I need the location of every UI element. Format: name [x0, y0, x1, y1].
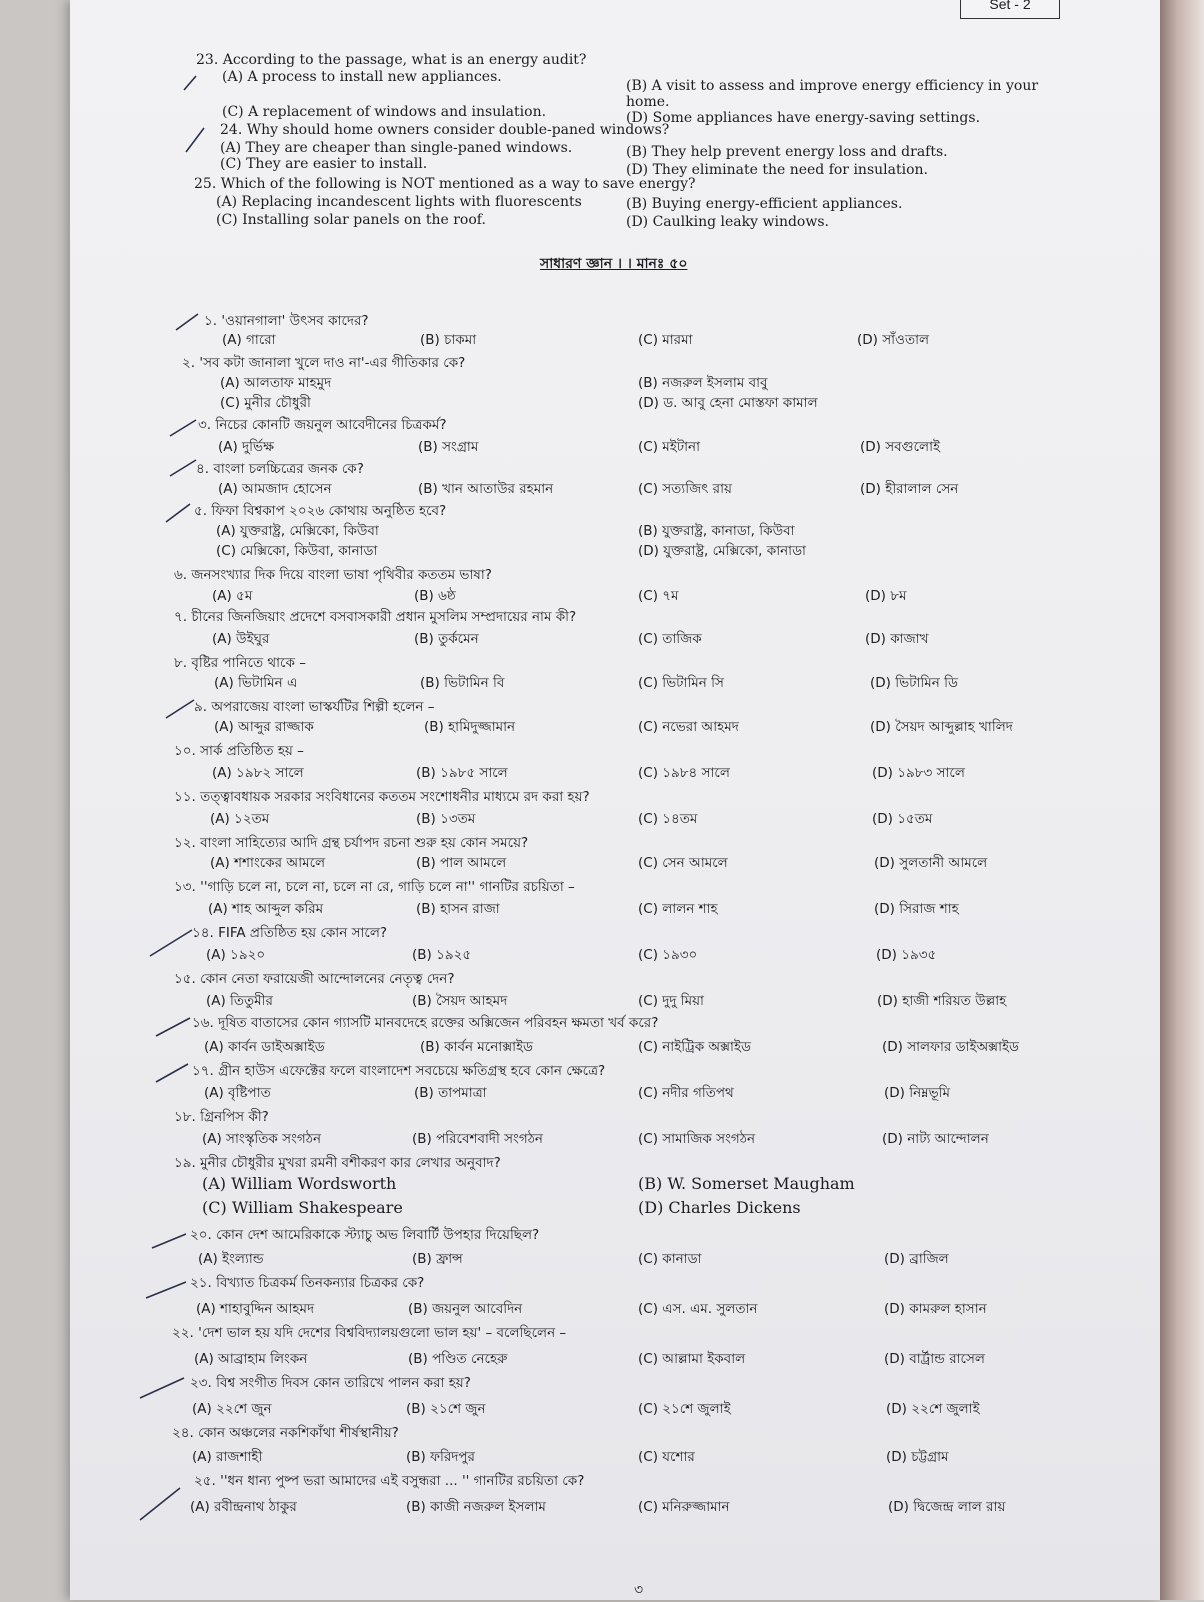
option-d: (D) নাট্য আন্দোলন: [882, 1131, 989, 1147]
question-stem: ২০. কোন দেশ আমেরিকাকে স্ট্যাচু অভ লিবার্টি উপহার দিয়েছিল?: [190, 1227, 540, 1243]
option-a: (A) দুর্ভিক্ষ: [218, 439, 275, 455]
option-c: (C) নাইট্রিক অক্সাইড: [638, 1039, 751, 1055]
question-stem: ২. 'সব কটা জানালা খুলে দাও না'-এর গীতিকার কে?: [182, 355, 466, 371]
tick-mark: [176, 314, 198, 330]
option-a: (A) কার্বন ডাইঅক্সাইড: [204, 1039, 325, 1055]
option-b-cont: home.: [626, 94, 670, 110]
option-b: (B) W. Somerset Maugham: [638, 1174, 855, 1193]
option-a: (A) উইঘুর: [212, 631, 270, 647]
option-d: (D) They eliminate the need for insulation.: [626, 162, 928, 178]
option-d: (D) ২২শে জুলাই: [886, 1401, 980, 1417]
tick-marks: [140, 76, 204, 1520]
option-b: (B) ২১শে জুন: [406, 1401, 486, 1417]
question-stem: ৯. অপরাজেয় বাংলা ভাস্কর্যটির শিল্পী হলেন –: [194, 699, 435, 715]
option-b: (B) ১৯২৫: [412, 947, 472, 963]
option-c: (C) যশোর: [638, 1449, 695, 1465]
option-a: (A) রাজশাহী: [192, 1449, 263, 1465]
option-b: (B) ১৩তম: [416, 811, 476, 827]
option-c: (C) ১৪তম: [638, 811, 698, 827]
option-c: (C) ভিটামিন সি: [638, 675, 724, 691]
option-b: (B) ৬ষ্ঠ: [414, 588, 456, 604]
option-c: (C) তাজিক: [638, 631, 702, 647]
option-a: (A) ভিটামিন এ: [214, 675, 298, 691]
option-c: (C) সত্যজিৎ রায়: [638, 481, 732, 497]
tick-mark: [156, 1018, 190, 1036]
option-c: (C) সামাজিক সংগঠন: [638, 1131, 756, 1147]
option-a: (A) যুক্তরাষ্ট্র, মেক্সিকো, কিউবা: [216, 523, 379, 539]
option-d: (D) দ্বিজেন্দ্র লাল রায়: [888, 1499, 1006, 1515]
option-c: (C) ২১শে জুলাই: [638, 1401, 731, 1417]
option-a: (A) শাহাবুদ্দিন আহমদ: [196, 1301, 315, 1317]
option-b: (B) কার্বন মনোক্সাইড: [420, 1039, 533, 1055]
option-d: (D) ৮ম: [865, 588, 907, 604]
option-b: (B) সংগ্রাম: [418, 439, 479, 455]
tick-mark: [166, 700, 194, 718]
question-stem: ২৩. বিশ্ব সংগীত দিবস কোন তারিখে পালন করা হয়?: [190, 1375, 471, 1391]
option-c: (C) ১৯৩০: [638, 947, 698, 963]
option-b: (B) কাজী নজরুল ইসলাম: [406, 1499, 546, 1515]
question-stem: ৮. বৃষ্টির পানিতে থাকে –: [174, 655, 306, 671]
tick-mark: [146, 1282, 186, 1298]
question-stem: ৫. ফিফা বিশ্বকাপ ২০২৬ কোথায় অনুষ্ঠিত হবে?: [194, 503, 447, 519]
question-stem: ১০. সার্ক প্রতিষ্ঠিত হয় –: [174, 743, 304, 759]
option-a: (A) আমজাদ হোসেন: [218, 481, 332, 497]
option-b: (B) খান আতাউর রহমান: [418, 481, 554, 497]
option-c: (C) কানাডা: [638, 1251, 702, 1267]
option-d: (D) Caulking leaky windows.: [626, 214, 829, 230]
option-d: (D) সৈয়দ আব্দুল্লাহ খালিদ: [870, 719, 1013, 735]
tick-mark: [170, 420, 196, 436]
option-b: (B) যুক্তরাষ্ট্র, কানাডা, কিউবা: [638, 523, 795, 539]
option-b: (B) হামিদুজ্জামান: [424, 719, 516, 735]
question-stem: ৩. নিচের কোনটি জয়নুল আবেদীনের চিত্রকর্ম?: [198, 417, 447, 433]
tick-mark: [170, 460, 196, 476]
question-stem: ১৮. গ্রিনপিস কী?: [174, 1109, 269, 1125]
question-stem: ১২. বাংলা সাহিত্যের আদি গ্রন্থ চর্যাপদ রচনা শুরু হয় কোন সময়ে?: [174, 835, 529, 851]
question-stem: ১৯. মুনীর চৌধুরীর মুখরা রমনী বশীকরণ কার লেখার অনুবাদ?: [174, 1155, 501, 1171]
option-d: (D) কাজাখ: [865, 631, 929, 647]
tick-mark: [140, 1378, 184, 1398]
option-a: (A) আলতাফ মাহমুদ: [220, 375, 332, 391]
option-c: (C) নভেরা আহমদ: [638, 719, 739, 735]
tick-mark: [152, 1234, 186, 1248]
option-d: (D) বার্ট্রান্ড রাসেল: [884, 1351, 985, 1367]
option-c: (C) A replacement of windows and insulation.: [222, 104, 547, 120]
tick-mark: [184, 76, 196, 90]
option-d: (D) নিম্নভূমি: [884, 1085, 951, 1101]
option-d: (D) ব্রাজিল: [884, 1251, 949, 1267]
option-a: (A) ইংল্যান্ড: [198, 1251, 264, 1267]
option-a: (A) ১৯২০: [206, 947, 266, 963]
option-d: (D) ১৫তম: [872, 811, 933, 827]
option-c: (C) মনিরুজ্জামান: [638, 1499, 730, 1515]
option-a: (A) তিতুমীর: [206, 993, 273, 1009]
question-stem: ১৬. দূষিত বাতাসের কোন গ্যাসটি মানবদেহে রক্তের অক্সিজেন পরিবহন ক্ষমতা খর্ব করে?: [192, 1015, 659, 1031]
option-a: (A) They are cheaper than single-paned windows.: [220, 140, 573, 156]
option-b: (B) ভিটামিন বি: [420, 675, 505, 691]
section-title: সাধারণ জ্ঞান । । মানঃ ৫০: [540, 256, 688, 272]
option-c: (C) আল্লামা ইকবাল: [638, 1351, 746, 1367]
option-c: (C) They are easier to install.: [220, 156, 428, 172]
option-c: (C) ৭ম: [638, 588, 679, 604]
option-d: (D) ড. আবু হেনা মোস্তফা কামাল: [638, 395, 818, 411]
option-a: (A) শাহ আব্দুল করিম: [208, 901, 324, 917]
option-a: (A) ৫ম: [212, 588, 253, 604]
option-b: (B) Buying energy-efficient appliances.: [626, 196, 903, 212]
option-d: (D) সালফার ডাইঅক্সাইড: [882, 1039, 1019, 1055]
option-a: (A) ১৯৮২ সালে: [212, 765, 304, 781]
option-d: (D) হীরালাল সেন: [860, 481, 959, 497]
option-b: (B) ফ্রান্স: [412, 1251, 463, 1267]
option-d: (D) সাঁওতাল: [857, 332, 930, 348]
question-stem: ১১. তত্ত্বাবধায়ক সরকার সংবিধানের কততম সংশোধনীর মাধ্যমে রদ করা হয়?: [174, 789, 590, 805]
option-c: (C) ১৯৮৪ সালে: [638, 765, 730, 781]
question-stem: ১. 'ওয়ানগালা' উৎসব কাদের?: [204, 313, 369, 329]
tick-mark: [166, 504, 190, 522]
option-a: (A) বৃষ্টিপাত: [204, 1085, 271, 1101]
option-b: (B) They help prevent energy loss and drafts.: [626, 144, 948, 160]
option-b: (B) ১৯৮৫ সালে: [416, 765, 508, 781]
option-d: (D) হাজী শরিয়ত উল্লাহ: [877, 993, 1007, 1009]
question-stem: ২১. বিখ্যাত চিত্রকর্ম তিনকন্যার চিত্রকর কে?: [190, 1275, 425, 1291]
question-stem: ৭. চীনের জিনজিয়াং প্রদেশে বসবাসকারী প্রধান মুসলিম সম্প্রদায়ের নাম কী?: [174, 609, 577, 625]
tick-mark: [150, 930, 192, 956]
option-c: (C) মেক্সিকো, কিউবা, কানাডা: [216, 543, 378, 559]
question-stem: ১৪. FIFA প্রতিষ্ঠিত হয় কোন সালে?: [192, 925, 388, 941]
option-d: (D) ১৯৮৩ সালে: [872, 765, 965, 781]
option-a: (A) সাংস্কৃতিক সংগঠন: [202, 1131, 322, 1147]
question-stem: ৬. জনসংখ্যার দিক দিয়ে বাংলা ভাষা পৃথিবীর কততম ভাষা?: [174, 567, 492, 583]
option-d: (D) ১৯৩৫: [876, 947, 937, 963]
option-b: (B) হাসন রাজা: [416, 901, 500, 917]
question-stem: 23. According to the passage, what is an energy audit?: [196, 52, 587, 68]
option-a: (A) ২২শে জুন: [192, 1401, 272, 1417]
option-c: (C) Installing solar panels on the roof.: [216, 212, 486, 228]
set-label: Set - 2: [960, 0, 1060, 19]
option-b: (B) চাকমা: [420, 332, 477, 348]
option-b: (B) সৈয়দ আহমদ: [412, 993, 508, 1009]
option-d: (D) সুলতানী আমলে: [874, 855, 988, 871]
question-stem: ২৫. ''ধন ধান্য পুষ্প ভরা আমাদের এই বসুন্ধরা ... '' গানটির রচয়িতা কে?: [194, 1473, 585, 1489]
tick-mark: [186, 128, 204, 152]
option-d: (D) কামরুল হাসান: [884, 1301, 987, 1317]
option-a: (A) গারো: [222, 332, 276, 348]
option-b: (B) A visit to assess and improve energy efficiency in your: [626, 78, 1039, 94]
option-a: (A) Replacing incandescent lights with fluorescents: [216, 194, 582, 210]
question-stem: ১৫. কোন নেতা ফরায়েজী আন্দোলনের নেতৃত্ব দেন?: [174, 971, 455, 987]
page-number: ৩: [634, 1582, 644, 1598]
option-a: (A) William Wordsworth: [202, 1174, 397, 1193]
tick-mark: [140, 1488, 180, 1520]
option-a: (A) শশাংকের আমলে: [210, 855, 326, 871]
option-a: (A) আব্রাহাম লিংকন: [194, 1351, 308, 1367]
option-c: (C) দুদু মিয়া: [638, 993, 704, 1009]
option-b: (B) ফরিদপুর: [406, 1449, 475, 1465]
option-c: (C) মারমা: [638, 332, 693, 348]
question-stem: ১৭. গ্রীন হাউস এফেক্টের ফলে বাংলাদেশ সবচেয়ে ক্ষতিগ্রস্থ হবে কোন ক্ষেত্রে?: [192, 1063, 606, 1079]
question-stem: ৪. বাংলা চলচ্চিত্রের জনক কে?: [196, 461, 364, 477]
option-c: (C) William Shakespeare: [202, 1198, 403, 1217]
option-c: (C) মুনীর চৌধুরী: [220, 395, 311, 411]
question-stem: ২৪. কোন অঞ্চলের নকশিকাঁথা শীর্ষস্থানীয়?: [172, 1425, 399, 1441]
option-b: (B) পরিবেশবাদী সংগঠন: [412, 1131, 543, 1147]
option-c: (C) সেন আমলে: [638, 855, 728, 871]
question-stem: ২২. 'দেশ ভাল হয় যদি দেশের বিশ্ববিদ্যালয়গুলো ভাল হয়' – বলেছিলেন –: [172, 1325, 567, 1341]
option-b: (B) তুর্কমেন: [414, 631, 479, 647]
option-b: (B) পাল আমলে: [416, 855, 507, 871]
option-a: (A) ১২তম: [210, 811, 270, 827]
option-d: (D) Some appliances have energy-saving settings.: [626, 110, 981, 126]
option-d: (D) ভিটামিন ডি: [870, 675, 958, 691]
option-d: (D) যুক্তরাষ্ট্র, মেক্সিকো, কানাডা: [638, 543, 806, 559]
option-b: (B) তাপমাত্রা: [414, 1085, 487, 1101]
option-d: (D) সবগুলোই: [860, 439, 941, 455]
option-b: (B) জয়নুল আবেদিন: [408, 1301, 523, 1317]
option-c: (C) লালন শাহ: [638, 901, 718, 917]
option-d: (D) চট্টগ্রাম: [886, 1449, 949, 1465]
option-a: (A) A process to install new appliances.: [222, 69, 502, 85]
option-d: (D) সিরাজ শাহ: [874, 901, 959, 917]
option-c: (C) এস. এম. সুলতান: [638, 1301, 758, 1317]
question-stem: 24. Why should home owners consider double-paned windows?: [220, 122, 670, 138]
option-b: (B) পণ্ডিত নেহেরু: [408, 1351, 508, 1367]
question-stem: ১৩. ''গাড়ি চলে না, চলে না, চলে না রে, গাড়ি চলে না'' গানটির রচয়িতা –: [174, 879, 575, 895]
option-c: (C) নদীর গতিপথ: [638, 1085, 734, 1101]
option-a: (A) আব্দুর রাজ্জাক: [214, 719, 314, 735]
option-d: (D) Charles Dickens: [638, 1198, 801, 1217]
tick-mark: [156, 1064, 188, 1082]
option-a: (A) রবীন্দ্রনাথ ঠাকুর: [190, 1499, 297, 1515]
option-b: (B) নজরুল ইসলাম বাবু: [638, 375, 768, 391]
question-stem: 25. Which of the following is NOT mentioned as a way to save energy?: [194, 176, 696, 192]
option-c: (C) মইটানা: [638, 439, 701, 455]
